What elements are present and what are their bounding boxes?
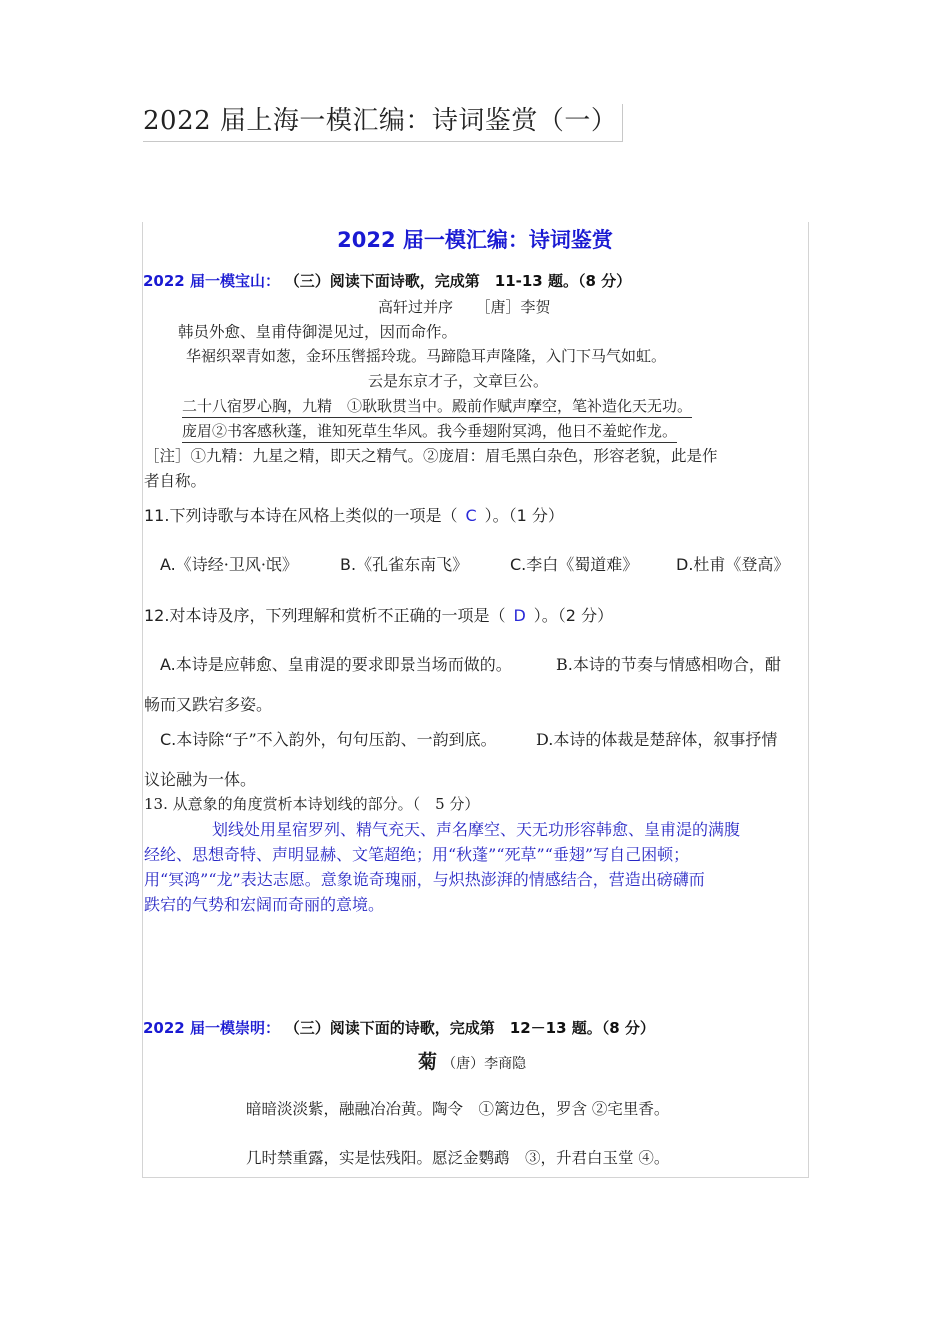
poem-preface: 韩员外愈、皇甫侍御湜见过，因而命作。 xyxy=(178,323,458,341)
option-d: D.杜甫《登高》 xyxy=(676,555,790,574)
option-c: C.李白《蜀道难》 xyxy=(510,555,639,574)
poem-note-cont: 者自称。 xyxy=(144,472,207,490)
poem-2-line-1: 暗暗淡淡紫，融融冶冶黄。陶令 ①篱边色，罗含 ②宅里香。 xyxy=(246,1100,670,1118)
document-title: 2022 届上海一模汇编：诗词鉴赏（一） xyxy=(143,106,618,136)
option-12b: B.本诗的节奏与情感相吻合，酣 xyxy=(556,655,781,674)
answer-letter: D xyxy=(513,606,526,625)
poem-2-heading xyxy=(418,1047,526,1074)
poem-note: ［注］①九精：九星之精，即天之精气。②庞眉：眉毛黑白杂色，形容老貌，此是作 xyxy=(144,447,718,465)
question-11 xyxy=(144,503,564,526)
answer-13-line-1: 划线处用星宿罗列、精气充天、声名摩空、天无功形容韩愈、皇甫湜的满腹 xyxy=(212,820,741,839)
option-12a: A.本诗是应韩愈、皇甫湜的要求即景当场而做的。 xyxy=(160,655,512,674)
poem-title: 高轩过并序 ［唐］李贺 xyxy=(378,298,551,316)
source-task: （三）阅读下面的诗歌，完成第 12－13 题。（8 分） xyxy=(284,1019,655,1037)
option-12d: D.本诗的体裁是楚辞体，叙事抒情 xyxy=(536,730,778,749)
poem-line-1: 华裾织翠青如葱，金环压辔摇玲珑。马蹄隐耳声隆隆，入门下马气如虹。 xyxy=(186,347,667,365)
poem-2-author: （唐）李商隐 xyxy=(442,1056,527,1072)
question-12 xyxy=(144,603,613,626)
option-12c: C.本诗除“子”不入韵外，句句压韵、一韵到底。 xyxy=(160,730,497,749)
source-name: 2022 届一模宝山： xyxy=(143,272,280,290)
section-title: 2022 届一模汇编：诗词鉴赏 xyxy=(337,228,613,252)
question-number: 12. xyxy=(144,606,170,625)
question-tail: ）。（1 分） xyxy=(484,506,564,525)
option-b: B.《孔雀东南飞》 xyxy=(340,555,469,574)
poem-2-title: 菊 xyxy=(418,1051,438,1073)
poem-2-line-2: 几时禁重露，实是怯残阳。愿泛金鹦鹉 ③，升君白玉堂 ④。 xyxy=(246,1149,670,1167)
question-text: 对本诗及序，下列理解和赏析不正确的一项是（ xyxy=(169,606,506,625)
source-line-chongming xyxy=(143,1017,655,1038)
title-divider xyxy=(622,104,623,142)
answer-13-line-3: 用“冥鸿”“龙”表达志愿。意象诡奇瑰丽，与炽热澎湃的情感结合，营造出磅礴而 xyxy=(144,870,705,889)
option-12d-cont: 议论融为一体。 xyxy=(144,770,257,789)
title-underline xyxy=(143,141,623,142)
source-name: 2022 届一模崇明： xyxy=(143,1019,280,1037)
question-13: 13. 从意象的角度赏析本诗划线的部分。（ 5 分） xyxy=(144,795,480,813)
question-number: 11. xyxy=(144,506,170,525)
poem-line-2: 云是东京才子，文章巨公。 xyxy=(368,372,549,390)
source-task: （三）阅读下面诗歌，完成第 11-13 题。（8 分） xyxy=(284,272,632,290)
poem-line-4-underlined: 庞眉②书客感秋蓬，谁知死草生华风。我今垂翅附冥鸿，他日不羞蛇作龙。 xyxy=(182,420,677,443)
content-frame-bottom xyxy=(142,1177,809,1178)
answer-13-line-4: 跌宕的气势和宏阔而奇丽的意境。 xyxy=(144,895,385,914)
content-frame-right xyxy=(808,222,809,1177)
answer-13-line-2: 经纶、思想奇特、声明显赫、文笔超绝；用“秋蓬”“死草”“垂翅”写自己困顿； xyxy=(144,845,690,864)
question-text: 下列诗歌与本诗在风格上类似的一项是（ xyxy=(169,506,458,525)
answer-letter: C xyxy=(465,506,477,525)
option-a: A.《诗经·卫风·氓》 xyxy=(160,555,298,574)
question-tail: ）。（2 分） xyxy=(533,606,614,625)
poem-line-3-underlined: 二十八宿罗心胸，九精 ①耿耿贯当中。殿前作赋声摩空，笔补造化天无功。 xyxy=(182,395,692,418)
option-12b-cont: 畅而又跌宕多姿。 xyxy=(144,695,273,714)
source-line-baoshan xyxy=(143,270,631,291)
